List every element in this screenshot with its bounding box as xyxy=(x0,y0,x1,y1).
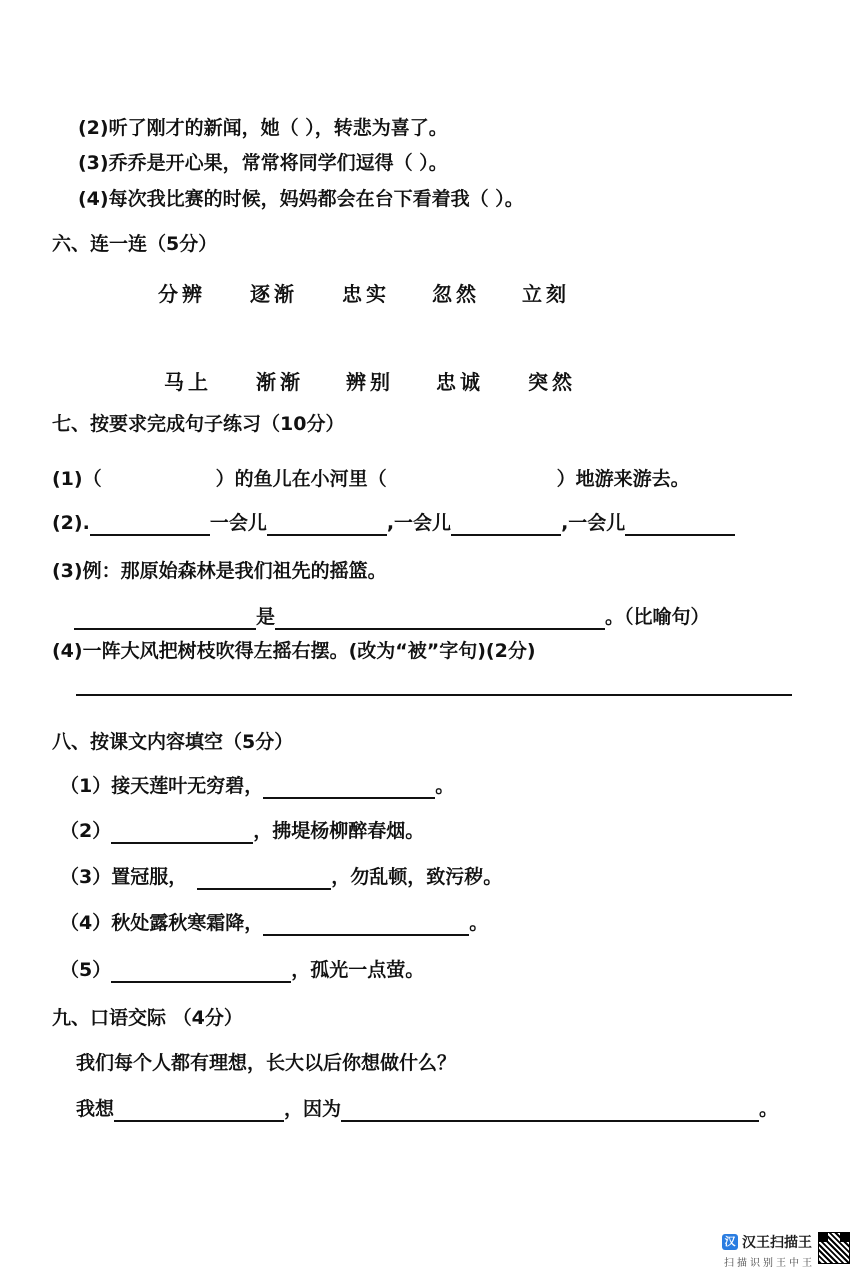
match-top-word: 逐渐 xyxy=(250,282,298,306)
item2-word: 一会儿 xyxy=(394,512,452,534)
sentence-item-2: (2). 一会儿 ,一会儿 ,一会儿 xyxy=(52,510,735,536)
item3-end: 。（比喻句） xyxy=(605,606,710,628)
match-bottom-word: 突然 xyxy=(528,370,576,394)
match-bottom-word: 马上 xyxy=(164,370,212,394)
recite-item-2: （2） ，拂堤杨柳醉春烟。 xyxy=(60,820,425,842)
item3-blank-1[interactable] xyxy=(74,608,256,630)
oral-blank-1[interactable] xyxy=(114,1100,284,1122)
watermark-title: 汉王扫描王 xyxy=(742,1235,812,1251)
scanner-watermark xyxy=(722,1232,850,1270)
scanner-logo-icon: 汉 xyxy=(722,1234,738,1250)
item3-blank-2[interactable] xyxy=(275,608,605,630)
recite-blank-4[interactable] xyxy=(263,914,469,936)
section7-title: 七、按要求完成句子练习（10分） xyxy=(52,413,345,435)
item1-open: (1)（ xyxy=(52,468,102,490)
recite-blank-3[interactable] xyxy=(197,868,331,890)
match-top-word: 忠实 xyxy=(342,282,390,306)
item1-middle: ）的鱼儿在小河里（ xyxy=(215,468,387,490)
section6-title: 六、连一连（5分） xyxy=(52,233,218,255)
qr-code-icon xyxy=(818,1232,850,1264)
match-top-word: 忽然 xyxy=(432,282,480,306)
match-top-row xyxy=(0,278,860,308)
match-bottom-word: 辨别 xyxy=(346,370,394,394)
sentence-item-1 xyxy=(52,466,690,492)
item2-blank-3[interactable] xyxy=(451,514,561,536)
item2-word: 一会儿 xyxy=(568,512,626,534)
item2-word: 一会儿 xyxy=(209,512,267,534)
item4-answer-line[interactable] xyxy=(76,694,792,696)
item2-blank-2[interactable] xyxy=(267,514,387,536)
match-top-word: 立刻 xyxy=(522,282,570,306)
recite-blank-1[interactable] xyxy=(263,777,435,799)
watermark-subtitle: 扫描识别王中王 xyxy=(724,1258,815,1269)
oral-answer: 我想 ，因为 。 xyxy=(76,1098,779,1120)
item1-end: ）地游来游去。 xyxy=(556,468,690,490)
match-top-word: 分辨 xyxy=(158,282,206,306)
sentence-item-3-answer xyxy=(74,604,710,630)
part5-item-2: (2)听了刚才的新闻，她（ ），转悲为喜了。 xyxy=(78,117,448,139)
part5-item-4: (4)每次我比赛的时候，妈妈都会在台下看着我（ ）。 xyxy=(78,188,524,210)
item3-mid: 是 xyxy=(256,606,276,628)
sentence-item-3: (3)例：那原始森林是我们祖先的摇篮。 xyxy=(52,560,387,582)
recite-item-3: （3）置冠服， ，勿乱顿，致污秽。 xyxy=(60,866,503,888)
oral-prompt: 我们每个人都有理想，长大以后你想做什么？ xyxy=(76,1052,457,1074)
item2-label: (2). xyxy=(52,512,90,534)
item2-blank-1[interactable] xyxy=(90,514,210,536)
sentence-item-4: (4)一阵大风把树枝吹得左摇右摆。(改为“被”字句)(2分) xyxy=(52,640,536,662)
recite-blank-2[interactable] xyxy=(111,822,253,844)
recite-item-4: （4）秋处露秋寒霜降， 。 xyxy=(60,912,489,934)
oral-blank-2[interactable] xyxy=(341,1100,759,1122)
item2-blank-4[interactable] xyxy=(625,514,735,536)
recite-item-5: （5） ，孤光一点萤。 xyxy=(60,959,425,981)
recite-item-1: （1）接天莲叶无穷碧， 。 xyxy=(60,775,455,797)
match-bottom-row xyxy=(0,366,860,396)
part5-item-3: (3)乔乔是开心果，常常将同学们逗得（ ）。 xyxy=(78,152,448,174)
section9-title: 九、口语交际 （4分） xyxy=(52,1007,243,1029)
section8-title: 八、按课文内容填空（5分） xyxy=(52,731,294,753)
match-bottom-word: 忠诚 xyxy=(436,370,484,394)
recite-blank-5[interactable] xyxy=(111,961,291,983)
match-bottom-word: 渐渐 xyxy=(256,370,304,394)
